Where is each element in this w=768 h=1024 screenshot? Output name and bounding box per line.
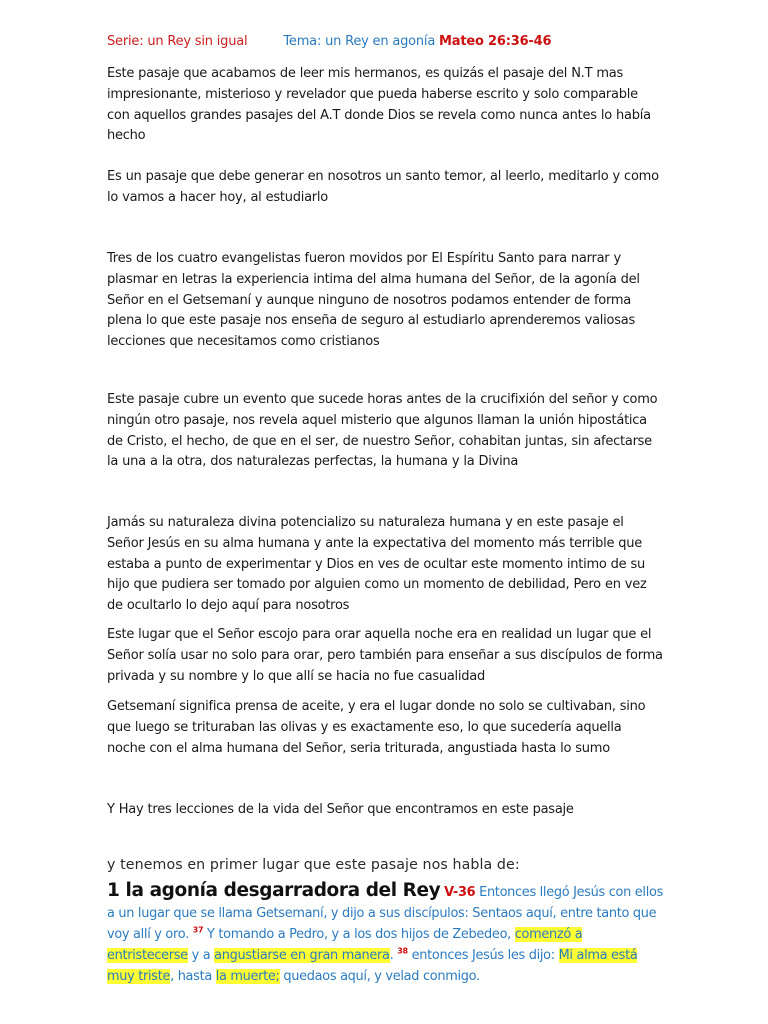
verse-text: Entonces llegó Jesús con ellos a un lugar que se llama Getsemaní, y dijo a sus discípulos: Sentaos aquí, entre tanto que voy allí y oro. [107, 885, 663, 942]
verse-text: y a [187, 948, 215, 963]
paragraph: Jamás su naturaleza divina potencializo su naturaleza humana y en este pasaje el Señor Jesús en su alma humana y ante la expectativa del momento más terrible que estaba a punto de experimentar y Dios en ves de ocultar este momento intimo de su hijo que pudiera ser tomado por alguien como un momento de debilidad, Pero en vez de ocultarlo lo dejo aquí para nosotros [107, 515, 647, 614]
lesson-title: 1 la agonía desgarradora del Rey [107, 880, 441, 901]
verse-text: Y tomando a Pedro, y a los dos hijos de Zebedeo, [203, 927, 515, 942]
verse-text: . [389, 948, 398, 963]
verse-number: 37 [192, 925, 204, 935]
verse-text: entonces Jesús les dijo: [407, 948, 559, 963]
paragraph: Este pasaje cubre un evento que sucede horas antes de la crucifixión del señor y como ningún otro pasaje, nos revela aquel misterio que algunos llaman la unión hipostática de Cristo, el hecho, de que en el ser, de nuestro Señor, cohabitan juntas, sin afectarse la una a la otra, dos naturalezas perfectas, la humana y la Divina [107, 392, 658, 470]
paragraph: Getsemaní significa prensa de aceite, y era el lugar donde no solo se cultivaban, sino que luego se trituraban las olivas y es exactamente eso, lo que sucedería aquella noche con el alma humana del Señor, seria triturada, angustiada hasta lo sumo [107, 699, 646, 756]
topic-label: Tema: un Rey en agonía [283, 34, 436, 49]
paragraph: Tres de los cuatro evangelistas fueron movidos por El Espíritu Santo para narrar y plasmar en letras la experiencia intima del alma humana del Señor, de la agonía del Señor en el Getsemaní y aunque ninguno de nosotros podamos entender de forma plena lo que este pasaje nos enseña de seguro al estudiarlo aprenderemos valiosas lecciones que necesitamos como cristianos [107, 251, 640, 350]
verse-number: 38 [397, 946, 408, 956]
paragraph: Y Hay tres lecciones de la vida del Señor que encontramos en este pasaje [107, 802, 574, 817]
highlighted-text: la muerte; [215, 969, 280, 984]
paragraph: Es un pasaje que debe generar en nosotros un santo temor, al leerlo, meditarlo y como lo vamos a hacer hoy, al estudiarlo [107, 169, 659, 205]
topic-title [283, 34, 551, 49]
scripture-reference: Mateo 26:36-46 [439, 34, 552, 49]
highlighted-text: comenzó a entristecerse [107, 927, 583, 963]
verse-label: V-36 [444, 885, 476, 900]
highlighted-text: Mi alma está muy triste [107, 948, 638, 984]
highlighted-text: angustiarse en gran manera [214, 948, 390, 963]
lessons-intro: y tenemos en primer lugar que este pasaje nos habla de: [107, 857, 520, 873]
verse-text: quedaos aquí, y velad conmigo. [279, 969, 480, 984]
series-title: Serie: un Rey sin igual [107, 34, 248, 49]
verse-text: , hasta [170, 969, 216, 984]
lesson-one-block [107, 880, 663, 987]
paragraph: Este pasaje que acabamos de leer mis hermanos, es quizás el pasaje del N.T mas impresionante, misterioso y revelador que pueda haberse escrito y solo comparable con aquellos grandes pasajes del A.T donde Dios se revela como nunca antes lo había hecho [107, 66, 651, 144]
sermon-header [107, 34, 667, 49]
paragraph: Este lugar que el Señor escojo para orar aquella noche era en realidad un lugar que el Señor solía usar no solo para orar, pero también para enseñar a sus discípulos de forma privada y su nombre y lo que allí se hacia no fue casualidad [107, 627, 663, 684]
